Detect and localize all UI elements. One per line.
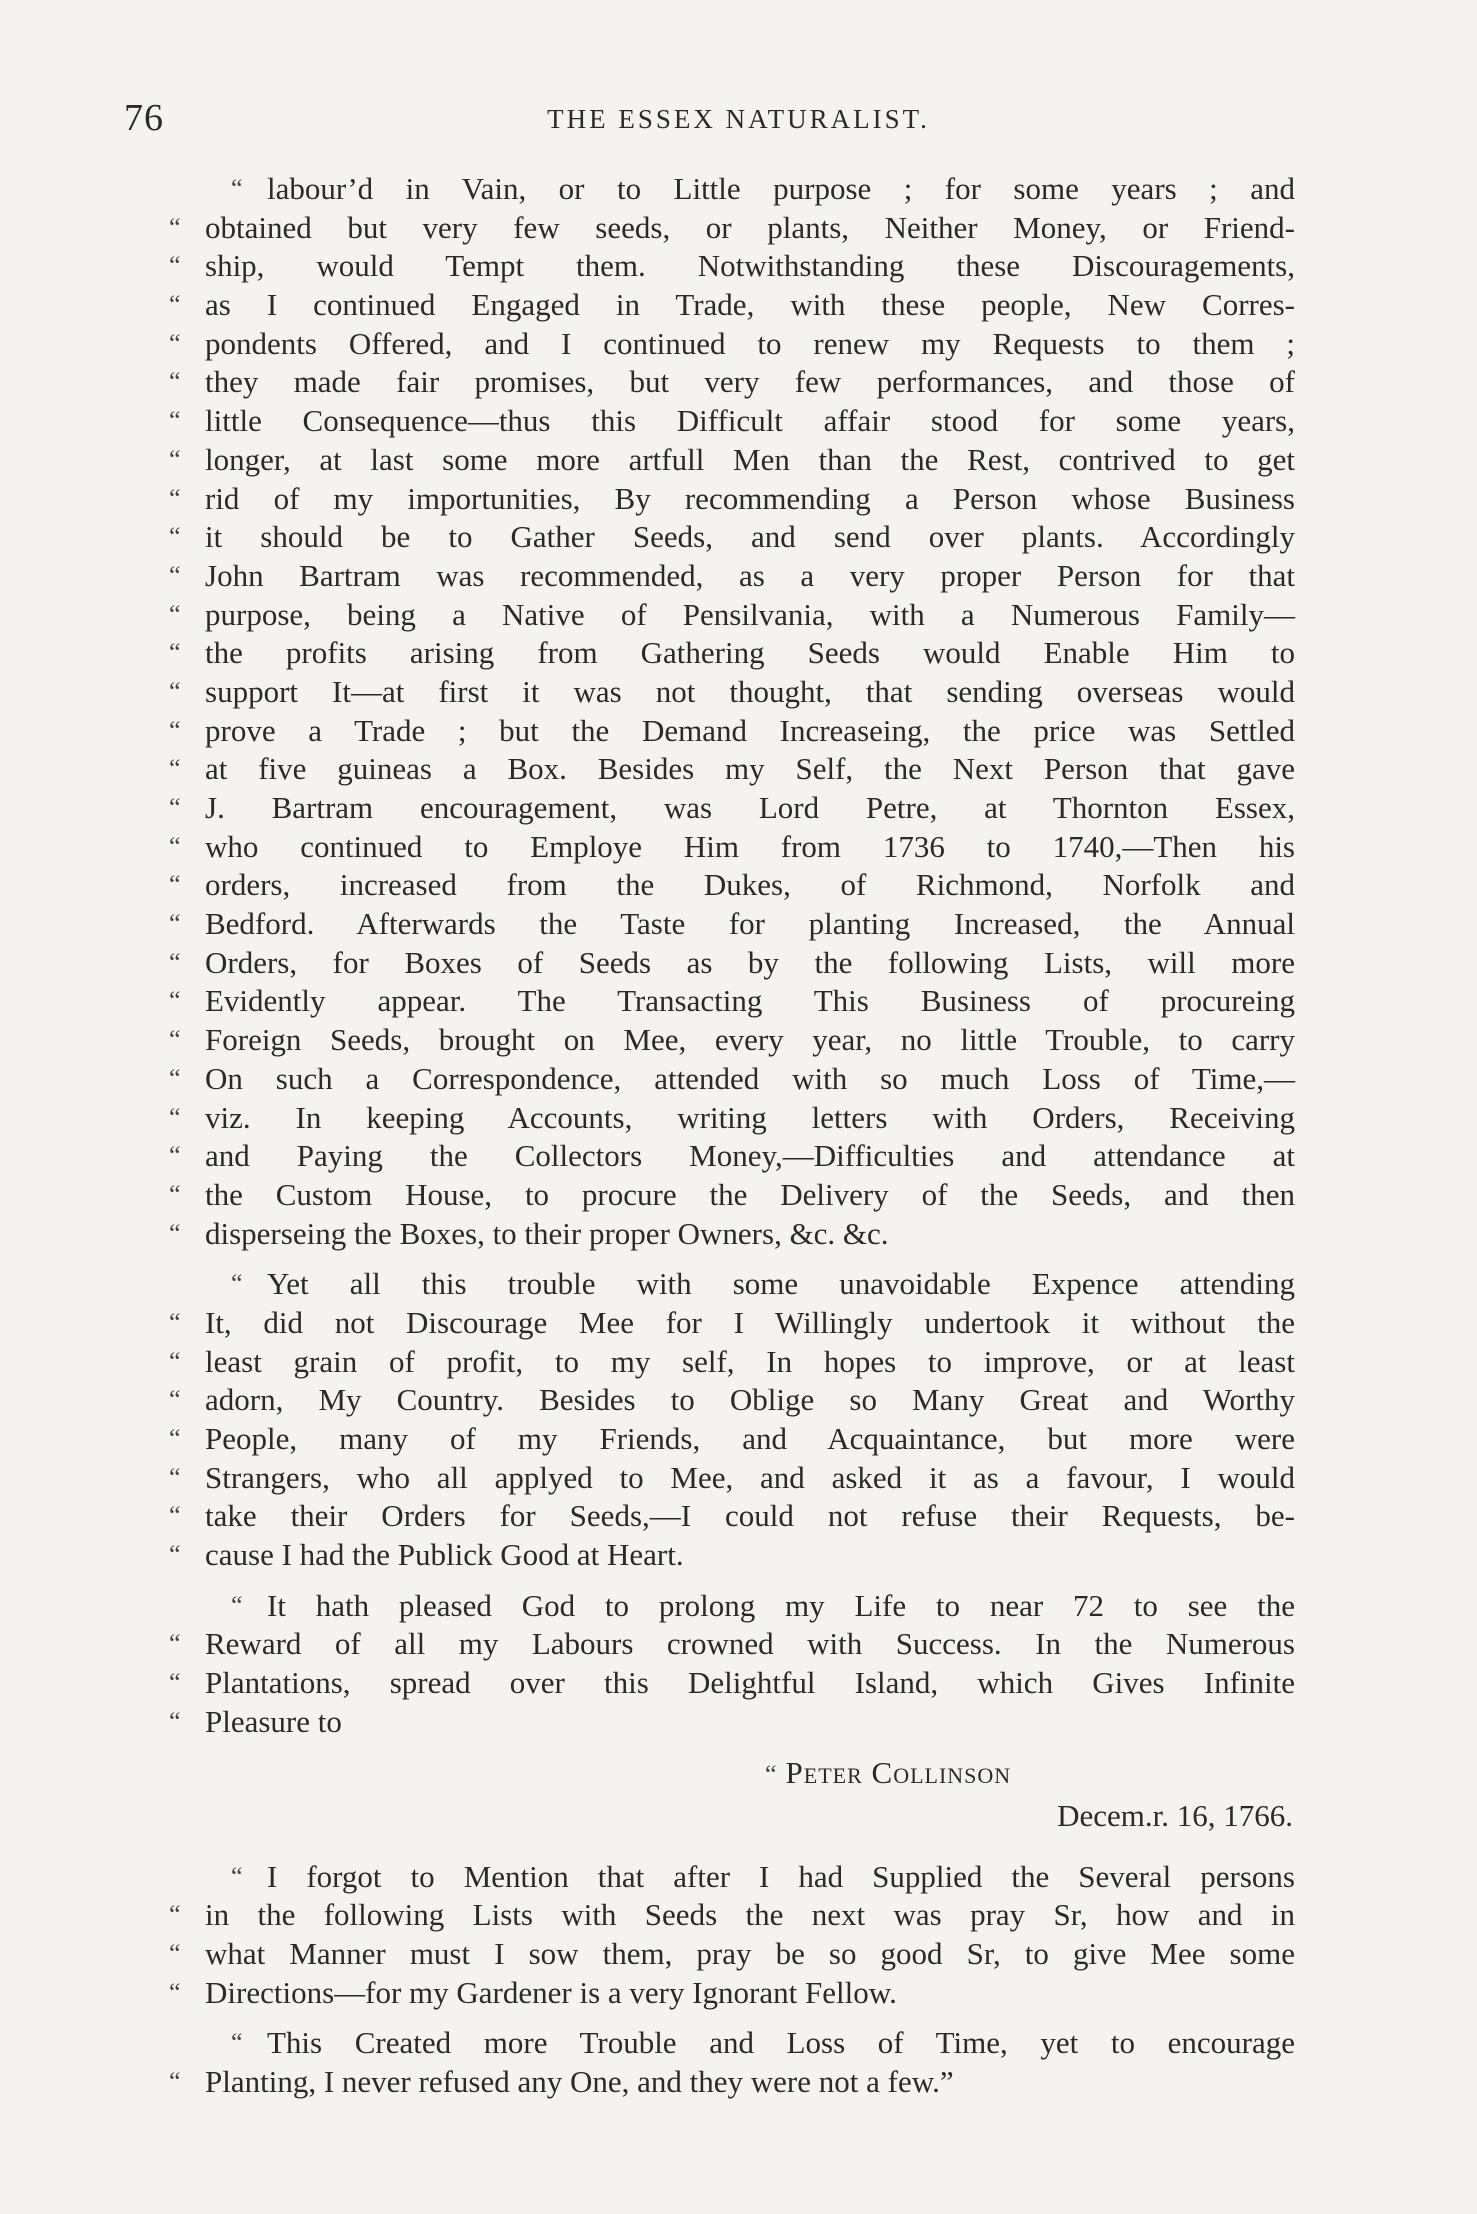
text-line bbox=[169, 325, 1295, 364]
paragraph-5 bbox=[169, 2024, 1295, 2101]
line-text: what Manner must I sow them, pray be so good Sr, to give Mee some bbox=[205, 1935, 1295, 1971]
paragraph-3 bbox=[169, 1587, 1295, 1742]
line-text: adorn, My Country. Besides to Oblige so Many Great and Worthy bbox=[205, 1382, 1295, 1418]
line-text: It hath pleased God to prolong my Life to near 72 to see the bbox=[267, 1587, 1295, 1623]
signature-name bbox=[765, 1754, 1011, 1795]
text-line bbox=[205, 1265, 1295, 1304]
text-line bbox=[169, 441, 1295, 480]
text-line bbox=[169, 982, 1295, 1021]
quote-mark: “ bbox=[169, 328, 181, 358]
page-header bbox=[0, 96, 1477, 146]
line-text: It, did not Discourage Mee for I Willingly undertook it without the bbox=[205, 1304, 1295, 1340]
text-line bbox=[169, 1137, 1295, 1176]
line-text: purpose, being a Native of Pensilvania, with a Numerous Family— bbox=[205, 596, 1295, 632]
text-line bbox=[169, 1536, 1295, 1575]
quote-mark: “ bbox=[169, 1540, 181, 1570]
quote-mark: “ bbox=[169, 715, 181, 745]
line-text: Evidently appear. The Transacting This Business of procureing bbox=[205, 983, 1295, 1019]
line-text: the profits arising from Gathering Seeds would Enable Him to bbox=[205, 635, 1295, 671]
text-line bbox=[169, 712, 1295, 751]
text-line bbox=[169, 363, 1295, 402]
line-text: disperseing the Boxes, to their proper Owners, &c. &c. bbox=[205, 1215, 889, 1251]
quote-mark: “ bbox=[169, 1900, 181, 1930]
quote-mark: “ bbox=[169, 870, 181, 900]
paragraph-4 bbox=[169, 1858, 1295, 2013]
text-line bbox=[169, 1497, 1295, 1536]
line-text: Strangers, who all applyed to Mee, and asked it as a favour, I would bbox=[205, 1459, 1295, 1495]
paragraph-1 bbox=[169, 170, 1295, 1253]
signature-name-text: Peter Collinson bbox=[785, 1754, 1012, 1790]
quote-mark: “ bbox=[169, 1102, 181, 1132]
line-text: take their Orders for Seeds,—I could not refuse their Requests, be- bbox=[205, 1498, 1295, 1534]
quote-mark: “ bbox=[231, 174, 243, 203]
text-line bbox=[205, 170, 1295, 209]
paragraph-2 bbox=[169, 1265, 1295, 1575]
line-text: ship, would Tempt them. Notwithstanding these Discouragements, bbox=[205, 248, 1295, 284]
quote-mark: “ bbox=[169, 909, 181, 939]
text-line bbox=[205, 2024, 1295, 2063]
line-text: This Created more Trouble and Loss of Time, yet to encourage bbox=[267, 2025, 1295, 2061]
line-text: Orders, for Boxes of Seeds as by the following Lists, will more bbox=[205, 944, 1295, 980]
line-text: Bedford. Afterwards the Taste for planting Increased, the Annual bbox=[205, 906, 1295, 942]
text-line bbox=[169, 518, 1295, 557]
page-number: 76 bbox=[124, 97, 164, 139]
quote-mark: “ bbox=[169, 831, 181, 861]
quote-mark: “ bbox=[231, 1861, 243, 1891]
line-text: least grain of profit, to my self, In hopes to improve, or at least bbox=[205, 1343, 1295, 1379]
line-text: On such a Correspondence, attended with so much Loss of Time,— bbox=[205, 1060, 1295, 1096]
text-line bbox=[169, 1215, 1295, 1254]
text-line bbox=[169, 1896, 1295, 1935]
line-text: orders, increased from the Dukes, of Richmond, Norfolk and bbox=[205, 867, 1295, 903]
quote-mark: “ bbox=[231, 1590, 243, 1620]
line-text: who continued to Employe Him from 1736 to 1740,—Then his bbox=[205, 828, 1295, 864]
text-line bbox=[169, 1021, 1295, 1060]
quote-mark: “ bbox=[169, 1668, 181, 1698]
quote-mark: “ bbox=[169, 1629, 181, 1659]
quote-mark: “ bbox=[169, 1307, 181, 1337]
quote-mark: “ bbox=[169, 676, 181, 706]
line-text: Yet all this trouble with some unavoidable Expence attending bbox=[267, 1266, 1295, 1302]
signature-block bbox=[205, 1754, 1295, 1840]
line-text: Pleasure to bbox=[205, 1703, 342, 1739]
line-text: prove a Trade ; but the Demand Increaseing, the price was Settled bbox=[205, 712, 1295, 748]
text-line bbox=[169, 828, 1295, 867]
quote-mark: “ bbox=[765, 1759, 778, 1789]
body-text bbox=[169, 170, 1295, 2114]
running-title: THE ESSEX NATURALIST. bbox=[547, 104, 930, 134]
quote-mark: “ bbox=[169, 251, 181, 281]
quote-mark: “ bbox=[169, 1938, 181, 1968]
line-text: Plantations, spread over this Delightful Island, which Gives Infinite bbox=[205, 1665, 1295, 1701]
quote-mark: “ bbox=[169, 560, 181, 590]
quote-mark: “ bbox=[169, 599, 181, 629]
quote-mark: “ bbox=[169, 1424, 181, 1453]
text-line bbox=[169, 286, 1295, 325]
quote-mark: “ bbox=[169, 1141, 181, 1171]
line-text: support It—at first it was not thought, that sending overseas would bbox=[205, 673, 1295, 709]
line-text: the Custom House, to procure the Delivery of the Seeds, and then bbox=[205, 1176, 1295, 1212]
text-line bbox=[169, 1935, 1295, 1974]
quote-mark: “ bbox=[169, 1385, 181, 1415]
text-line bbox=[169, 402, 1295, 441]
quote-mark: “ bbox=[169, 1501, 181, 1531]
quote-mark: “ bbox=[169, 947, 181, 977]
line-text: John Bartram was recommended, as a very proper Person for that bbox=[205, 557, 1295, 593]
quote-mark: “ bbox=[231, 2028, 243, 2058]
line-text: cause I had the Publick Good at Heart. bbox=[205, 1537, 684, 1573]
text-line bbox=[169, 1974, 1295, 2013]
line-text: Planting, I never refused any One, and they were not a few.” bbox=[205, 2063, 954, 2099]
text-line bbox=[169, 1099, 1295, 1138]
line-text: longer, at last some more artfull Men than the Rest, contrived to get bbox=[205, 441, 1295, 477]
text-line bbox=[169, 1304, 1295, 1343]
text-line bbox=[169, 596, 1295, 635]
quote-mark: “ bbox=[169, 1179, 181, 1209]
quote-mark: “ bbox=[169, 483, 181, 513]
quote-mark: “ bbox=[169, 1346, 181, 1376]
line-text: Directions—for my Gardener is a very Ignorant Fellow. bbox=[205, 1974, 897, 2010]
text-line bbox=[169, 1176, 1295, 1215]
line-text: obtained but very few seeds, or plants, Neither Money, or Friend- bbox=[205, 209, 1295, 245]
text-line bbox=[169, 2063, 1295, 2102]
line-text: viz. In keeping Accounts, writing letters with Orders, Receiving bbox=[205, 1099, 1295, 1135]
line-text: they made fair promises, but very few performances, and those of bbox=[205, 364, 1295, 400]
signature-date: Decem.r. 16, 1766. bbox=[1057, 1797, 1293, 1833]
text-line bbox=[205, 1858, 1295, 1897]
line-text: as I continued Engaged in Trade, with these people, New Corres- bbox=[205, 287, 1295, 323]
line-text: pondents Offered, and I continued to renew my Requests to them ; bbox=[205, 325, 1295, 361]
line-text: People, many of my Friends, and Acquaintance, but more were bbox=[205, 1421, 1295, 1456]
line-text: I forgot to Mention that after I had Supplied the Several persons bbox=[267, 1858, 1295, 1894]
quote-mark: “ bbox=[169, 1977, 181, 2007]
quote-mark: “ bbox=[169, 754, 181, 784]
text-line bbox=[169, 209, 1295, 248]
text-line bbox=[169, 1459, 1295, 1498]
line-text: it should be to Gather Seeds, and send over plants. Accordingly bbox=[205, 519, 1295, 555]
text-line bbox=[169, 750, 1295, 789]
text-line bbox=[169, 1420, 1295, 1459]
line-text: rid of my importunities, By recommending a Person whose Business bbox=[205, 480, 1295, 516]
quote-mark: “ bbox=[169, 367, 181, 397]
line-text: Foreign Seeds, brought on Mee, every year, no little Trouble, to carry bbox=[205, 1022, 1295, 1058]
quote-mark: “ bbox=[169, 638, 181, 668]
text-line bbox=[169, 480, 1295, 519]
line-text: Reward of all my Labours crowned with Success. In the Numerous bbox=[205, 1626, 1295, 1662]
line-text: J. Bartram encouragement, was Lord Petre, at Thornton Essex, bbox=[205, 790, 1295, 825]
quote-mark: “ bbox=[169, 1462, 181, 1492]
text-line bbox=[169, 905, 1295, 944]
quote-mark: “ bbox=[169, 290, 181, 320]
text-line bbox=[169, 944, 1295, 983]
line-text: at five guineas a Box. Besides my Self, the Next Person that gave bbox=[205, 751, 1295, 787]
line-text: in the following Lists with Seeds the next was pray Sr, how and in bbox=[205, 1897, 1295, 1933]
line-text: labour’d in Vain, or to Little purpose ; for some years ; and bbox=[267, 171, 1295, 206]
text-line bbox=[169, 634, 1295, 673]
text-line bbox=[169, 557, 1295, 596]
quote-mark: “ bbox=[169, 986, 181, 1016]
quote-mark: “ bbox=[169, 522, 181, 552]
text-line bbox=[169, 789, 1295, 828]
quote-mark: “ bbox=[169, 1025, 181, 1055]
text-line bbox=[169, 1664, 1295, 1703]
text-line bbox=[169, 673, 1295, 712]
quote-mark: “ bbox=[169, 793, 181, 822]
text-line bbox=[169, 866, 1295, 905]
quote-mark: “ bbox=[169, 406, 181, 436]
text-line bbox=[169, 1703, 1295, 1742]
quote-mark: “ bbox=[231, 1269, 243, 1299]
text-line bbox=[169, 1343, 1295, 1382]
quote-mark: “ bbox=[169, 1218, 181, 1248]
line-text: little Consequence—thus this Difficult affair stood for some years, bbox=[205, 403, 1295, 439]
line-text: and Paying the Collectors Money,—Difficulties and attendance at bbox=[205, 1138, 1295, 1174]
text-line bbox=[169, 1060, 1295, 1099]
quote-mark: “ bbox=[169, 1063, 181, 1093]
quote-mark: “ bbox=[169, 1706, 181, 1736]
text-line bbox=[169, 1625, 1295, 1664]
text-line bbox=[169, 247, 1295, 286]
text-line bbox=[169, 1381, 1295, 1420]
quote-mark: “ bbox=[169, 444, 181, 474]
quote-mark: “ bbox=[169, 2066, 181, 2096]
text-line bbox=[205, 1587, 1295, 1626]
quote-mark: “ bbox=[169, 212, 181, 242]
